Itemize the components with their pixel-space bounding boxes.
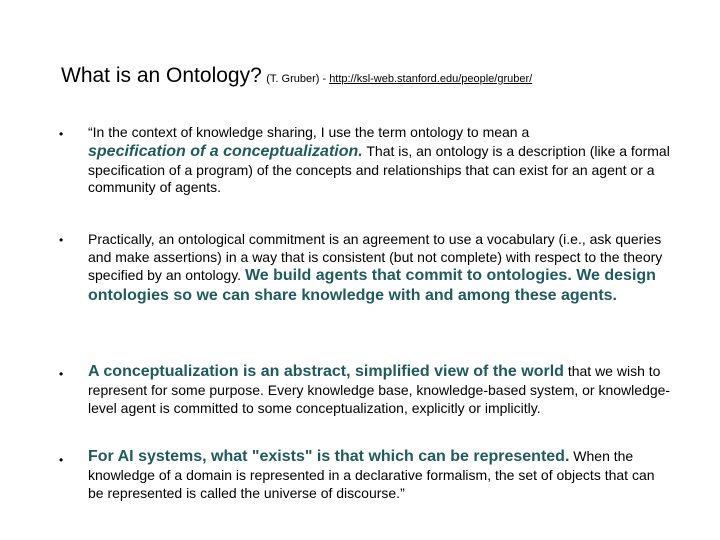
bullet-icon: • [59,367,64,381]
bullet-item-3 [88,362,673,417]
gruber-link[interactable]: http://ksl-web.stanford.edu/people/gruber/ [329,73,533,85]
bullet-3-text: that we wish to represent for some purpose. Every knowledge base, knowledge-based system, or knowledge-level agent is committed to some conceptualization, explicitly or implicitly. [88,363,671,416]
bullet-1-text-a: “In the context of knowledge sharing, I use the term ontology to mean a [88,124,530,140]
slide-title [61,64,701,88]
bullet-item-4 [88,447,673,502]
title-text: What is an Ontology? [61,64,262,87]
title-attribution: (T. Gruber) - [266,73,330,85]
bullet-2-text-a: Practically, an ontological commitment is an agreement to use a vocabulary (i.e., ask queries and make assertions) in a way that is consistent (but not complete) with respect to the theory specified by an ontology. [88,231,663,283]
bullet-3-emphasis: A conceptualization is an abstract, simplified view of the world [88,363,564,380]
bullet-4-emphasis: For AI systems, what "exists" is that which can be represented. [88,448,570,465]
bullet-icon: • [59,233,64,247]
bullet-item-1 [88,124,673,197]
bullet-item-2 [88,231,673,306]
bullet-4-text: When the knowledge of a domain is represented in a declarative formalism, the set of objects that can be represented is called the universe of discourse.” [88,448,655,501]
bullet-icon: • [59,127,64,141]
bullet-1-emphasis: specification of a conceptualization. [88,142,363,160]
bullet-1-text-b: That is, an ontology is a description (like a formal specification of a program) of the concepts and relationships that can exist for an agent or a community of agents. [88,142,670,195]
bullet-icon: • [59,453,64,467]
bullet-2-emphasis: We build agents that commit to ontologies. We design ontologies so we can share knowledge with and among these agents. [88,267,656,304]
